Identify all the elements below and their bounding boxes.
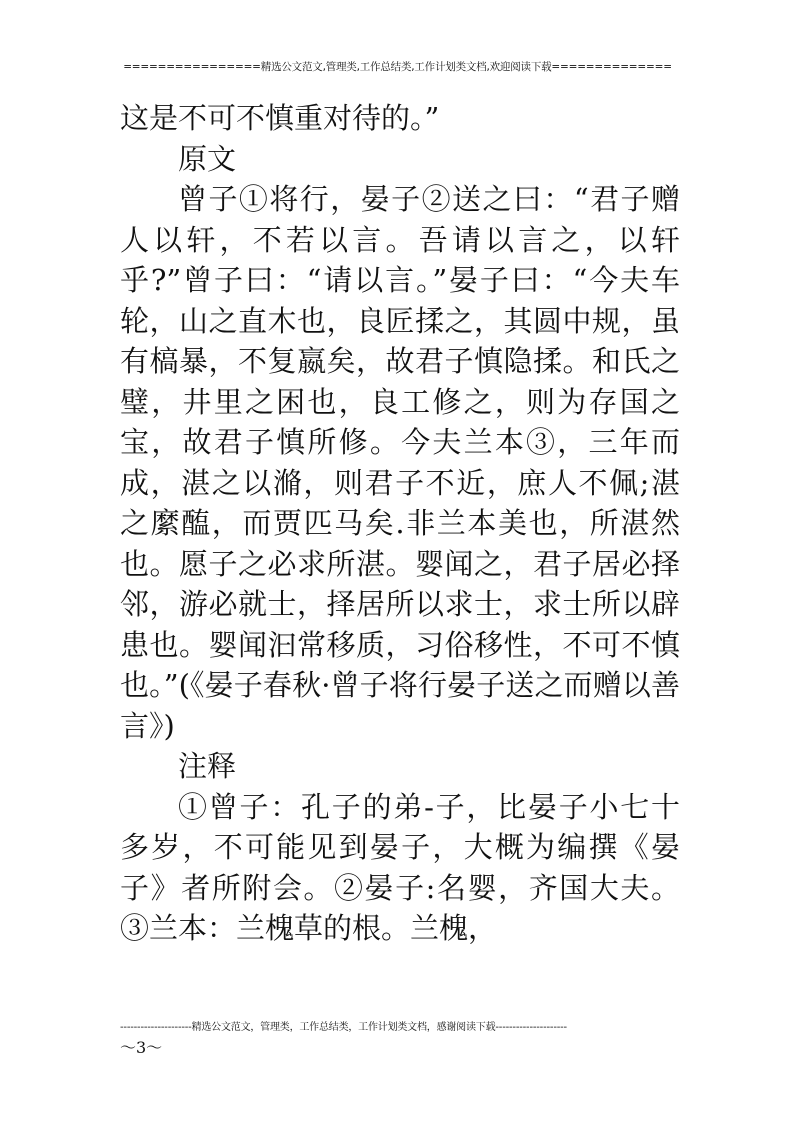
paragraph-original-text: 曾子①将行，晏子②送之曰：“君子赠人以轩，不若以言。吾请以言之，以轩乎?”曾子曰：“请以言。”晏子曰：“今夫车轮，山之直木也，良匠揉之，其圆中规，虽有槁暴，不复嬴矣，故君子慎隐揉。和氏之璧，井里之困也，良工修之，则为存国之宝，故君子慎所修。今夫兰本③，三年而成，湛之以滫，则君子不近，庶人不佩;湛之縻醢，而贾匹马矣.非兰本美也，所湛然也。愿子之必求所湛。婴闻之，君子居必择邻，游必就士，择居所以求士，求士所以辟患也。婴闻汩常移质，习俗移性，不可不慎也。”(《晏子春秋·曾子将行晏子送之而赠以善言》) [120,182,680,743]
section-heading-original-text: 原文 [178,141,237,176]
document-body [120,98,680,949]
page-header-banner: ================精选公文范文,管理类,工作总结类,工作计划类文档,欢迎阅读下载============== [123,61,672,73]
paragraph-notes: ①曾子：孔子的弟-子，比晏子小七十多岁，不可能见到晏子，大概为编撰《晏子》者所附会。②晏子:名婴，齐国大夫。③兰本：兰槐草的根。兰槐， [120,789,680,945]
section-heading-notes: 注释 [178,749,237,783]
page-footer-banner: ---------------------精选公文范文，管理类，工作总结类，工作计划类文档，感谢阅读下载--------------------- [120,1022,567,1033]
page-number: ～3～ [120,1038,163,1057]
paragraph-closing-quote: 这是不可不慎重对待的。” [120,101,440,135]
